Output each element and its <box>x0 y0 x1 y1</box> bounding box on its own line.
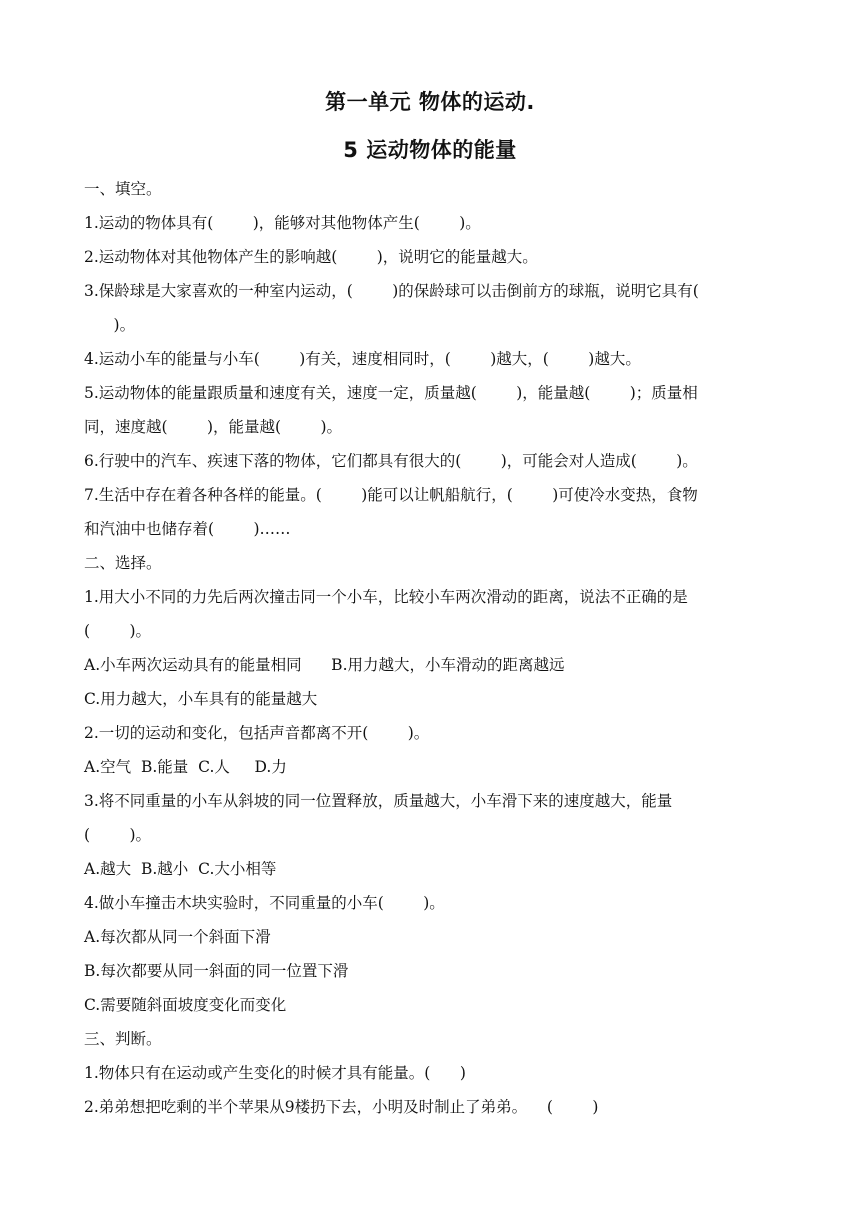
section-heading-judgement: 三、判断。 <box>84 1030 162 1048</box>
lesson-title: 5 运动物体的能量 <box>343 138 517 162</box>
worksheet-content <box>84 172 776 1124</box>
question-line: 1.用大小不同的力先后两次撞击同一个小车，比较小车两次滑动的距离，说法不正确的是 <box>84 588 688 606</box>
question-line: ( )。 <box>84 622 152 640</box>
option-line: A.越大 B.越小 C.大小相等 <box>84 860 277 878</box>
question-line: 2.运动物体对其他物体产生的影响越( )，说明它的能量越大。 <box>84 248 538 266</box>
question-line: 3.保龄球是大家喜欢的一种室内运动，( )的保龄球可以击倒前方的球瓶，说明它具有( <box>84 282 699 300</box>
question-line: 6.行驶中的汽车、疾速下落的物体，它们都具有很大的( )，可能会对人造成( )。 <box>84 452 698 470</box>
question-line: 5.运动物体的能量跟质量和速度有关，速度一定，质量越( )，能量越( )；质量相 <box>84 384 698 402</box>
option-line: C.需要随斜面坡度变化而变化 <box>84 996 287 1014</box>
question-line: ( )。 <box>84 826 152 844</box>
question-line: 2.一切的运动和变化，包括声音都离不开( )。 <box>84 724 430 742</box>
page-title: 第一单元 物体的运动. <box>325 90 535 114</box>
option-line: B.每次都要从同一斜面的同一位置下滑 <box>84 962 349 980</box>
question-line: )。 <box>84 316 136 334</box>
option-line: A.空气 B.能量 C.人 D.力 <box>84 758 287 776</box>
question-line: 1.运动的物体具有( )，能够对其他物体产生( )。 <box>84 214 481 232</box>
section-heading-fill-blank: 一、填空。 <box>84 180 162 198</box>
question-line: 3.将不同重量的小车从斜坡的同一位置释放，质量越大，小车滑下来的速度越大，能量 <box>84 792 673 810</box>
question-line: 同，速度越( )，能量越( )。 <box>84 418 343 436</box>
option-line: A.小车两次运动具有的能量相同 B.用力越大，小车滑动的距离越远 <box>84 656 565 674</box>
question-line: 1.物体只有在运动或产生变化的时候才具有能量。( ) <box>84 1064 466 1082</box>
question-line: 7.生活中存在着各种各样的能量。( )能可以让帆船航行，( )可使冷水变热，食物 <box>84 486 698 504</box>
question-line: 4.做小车撞击木块实验时，不同重量的小车( )。 <box>84 894 445 912</box>
option-line: C.用力越大，小车具有的能量越大 <box>84 690 318 708</box>
question-line: 和汽油中也储存着( )…… <box>84 520 291 538</box>
section-heading-choice: 二、选择。 <box>84 554 162 572</box>
question-line: 2.弟弟想把吃剩的半个苹果从9楼扔下去，小明及时制止了弟弟。 ( ) <box>84 1098 599 1116</box>
question-line: 4.运动小车的能量与小车( )有关，速度相同时，( )越大，( )越大。 <box>84 350 641 368</box>
option-line: A.每次都从同一个斜面下滑 <box>84 928 271 946</box>
